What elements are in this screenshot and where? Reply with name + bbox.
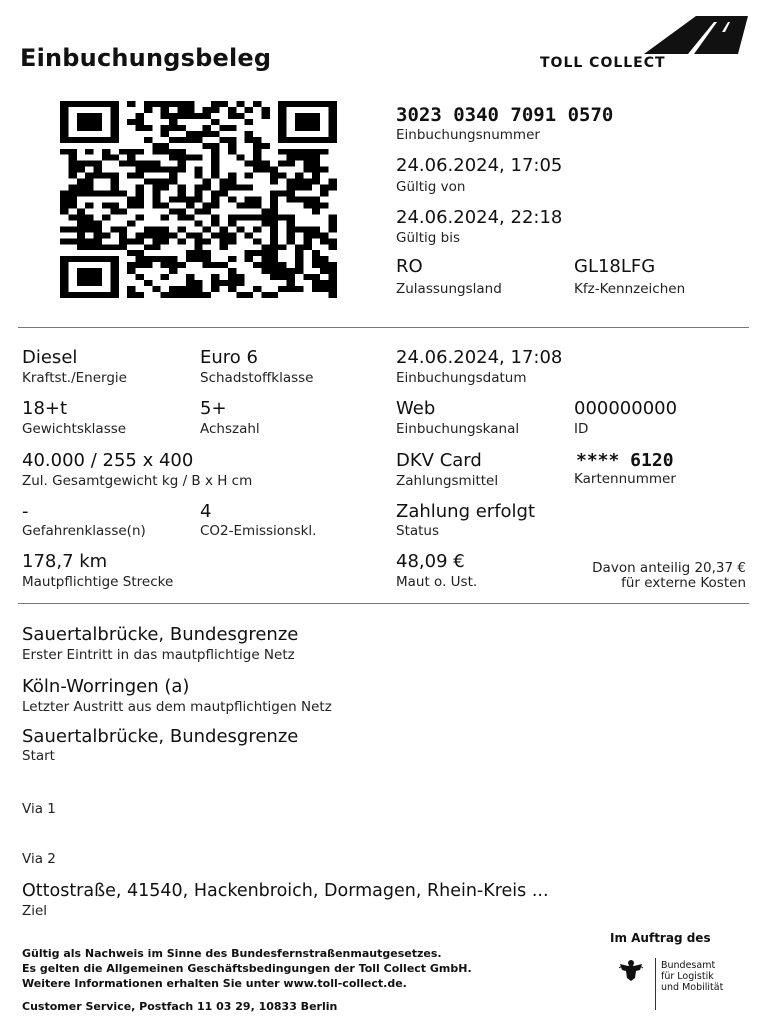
toll-distance-label: Mautpflichtige Strecke [22, 574, 174, 590]
co2-class: 4 [200, 501, 212, 522]
booking-number-label: Einbuchungsnummer [396, 127, 540, 143]
on-behalf-of: Im Auftrag des [610, 931, 711, 945]
toll-amount-label: Maut o. Ust. [396, 574, 478, 590]
emission-class-label: Schadstoffklasse [200, 370, 314, 386]
co2-class-label: CO2-Emissionskl. [200, 523, 317, 539]
fuel-label: Kraftst./Energie [22, 370, 127, 386]
weight-class-label: Gewichtsklasse [22, 421, 127, 437]
booking-channel-label: Einbuchungskanal [396, 421, 520, 437]
external-costs-line1: Davon anteilig 20,37 € [592, 560, 746, 576]
payment-status-label: Status [396, 523, 440, 539]
card-number-label: Kartennummer [574, 471, 676, 487]
footer-line3: Weitere Informationen erhalten Sie unter www.toll-collect.de. [22, 977, 407, 990]
emission-class: Euro 6 [200, 347, 258, 368]
card-number: **** 6120 [576, 450, 674, 471]
divider [18, 327, 749, 328]
federal-eagle-icon [616, 958, 646, 982]
valid-to: 24.06.2024, 22:18 [396, 207, 563, 228]
country-label: Zulassungsland [396, 281, 502, 297]
qr-code [60, 101, 337, 298]
axles: 5+ [200, 398, 227, 419]
booking-id: 000000000 [574, 398, 678, 419]
external-costs-line2: für externe Kosten [621, 575, 746, 591]
ministry-name-line3: und Mobilität [661, 982, 724, 993]
toll-distance: 178,7 km [22, 551, 108, 572]
valid-from: 24.06.2024, 17:05 [396, 155, 563, 176]
booking-channel: Web [396, 398, 436, 419]
dimensions: 40.000 / 255 x 400 [22, 450, 194, 471]
payment-status: Zahlung erfolgt [396, 501, 536, 522]
customer-service: Customer Service, Postfach 11 03 29, 10833 Berlin [22, 1000, 338, 1013]
footer-line2: Es gelten die Allgemeinen Geschäftsbedingungen der Toll Collect GmbH. [22, 962, 472, 975]
route-via2-label: Via 2 [22, 851, 56, 867]
footer-line1: Gültig als Nachweis im Sinne des Bundesfernstraßenmautgesetzes. [22, 947, 442, 960]
ministry-name-line1: Bundesamt [661, 960, 716, 971]
route-destination-label: Ziel [22, 903, 48, 919]
toll-amount: 48,09 € [396, 551, 465, 572]
divider [18, 603, 749, 604]
dimensions-label: Zul. Gesamtgewicht kg / B x H cm [22, 473, 253, 489]
country: RO [396, 256, 423, 277]
route-start: Sauertalbrücke, Bundesgrenze [22, 726, 299, 747]
payment-method-label: Zahlungsmittel [396, 473, 499, 489]
page-title: Einbuchungsbeleg [20, 44, 272, 72]
hazard-class-label: Gefahrenklasse(n) [22, 523, 146, 539]
plate-label: Kfz-Kennzeichen [574, 281, 686, 297]
route-destination: Ottostraße, 41540, Hackenbroich, Dormagen, Rhein-Kreis ... [22, 881, 549, 901]
booking-id-label: ID [574, 421, 589, 437]
route-exit: Köln-Worringen (a) [22, 676, 190, 697]
route-via1-label: Via 1 [22, 801, 56, 817]
ministry-name-line2: für Logistik [661, 971, 714, 982]
route-exit-label: Letzter Austritt aus dem mautpflichtigen Netz [22, 699, 332, 715]
booking-date: 24.06.2024, 17:08 [396, 347, 563, 368]
booking-number: 3023 0340 7091 0570 [396, 104, 614, 126]
valid-to-label: Gültig bis [396, 230, 461, 246]
booking-date-label: Einbuchungsdatum [396, 370, 527, 386]
toll-collect-logo-icon [644, 14, 748, 54]
brand-name: TOLL COLLECT [540, 55, 666, 71]
route-entry-label: Erster Eintritt in das mautpflichtige Netz [22, 647, 295, 663]
valid-from-label: Gültig von [396, 179, 466, 195]
weight-class: 18+t [22, 398, 68, 419]
fuel: Diesel [22, 347, 78, 368]
plate: GL18LFG [574, 256, 656, 277]
route-start-label: Start [22, 748, 55, 764]
ministry-divider [655, 958, 656, 1010]
hazard-class: - [22, 501, 29, 522]
payment-method: DKV Card [396, 450, 482, 471]
route-entry: Sauertalbrücke, Bundesgrenze [22, 624, 299, 645]
axles-label: Achszahl [200, 421, 260, 437]
